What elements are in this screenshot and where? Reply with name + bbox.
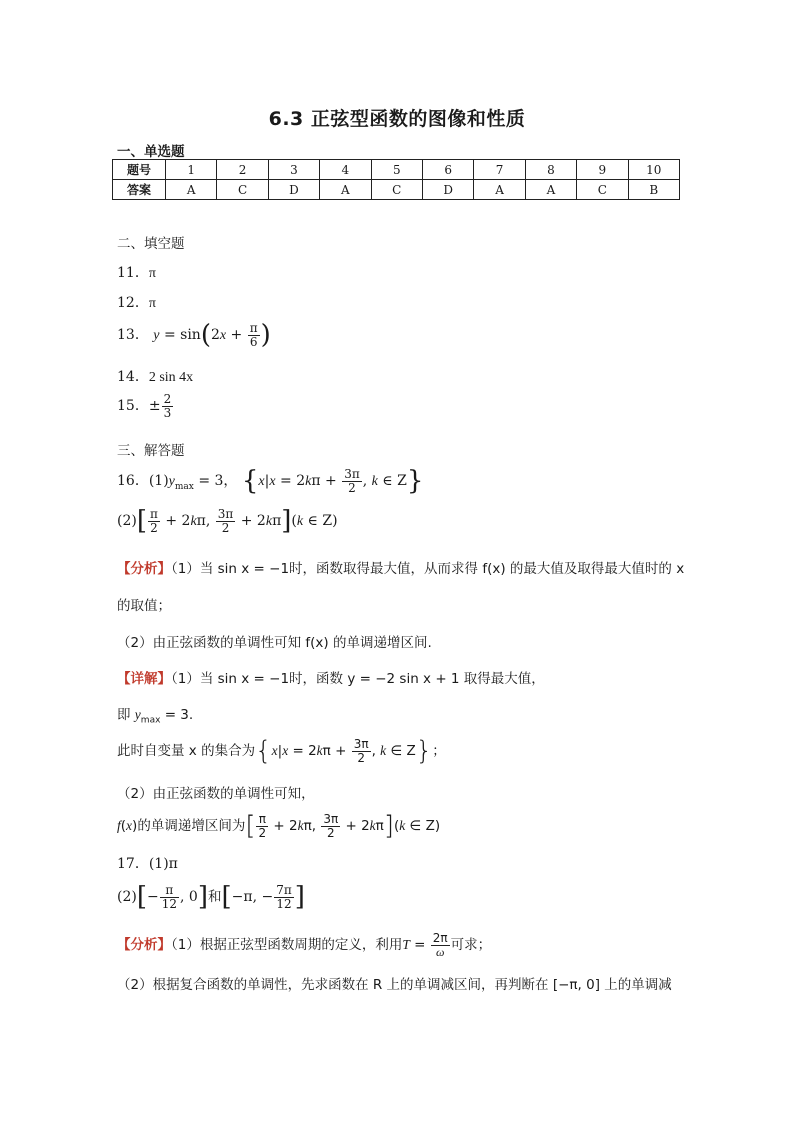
question-number: 17． (117, 856, 149, 872)
table-cell: 2 (217, 160, 268, 180)
answer-16-1: 16．$(1)y_{max} = 3$， {x|x = 2kπ + $\frac{3\pi}{2}$ , k ∈ Z} (117, 466, 424, 497)
table-cell: C (217, 180, 268, 200)
detail-16-line5: f(x)的单调递增区间为[ $\frac{\pi}{2}$ + 2kπ, $\frac{3\pi}{2}$ + 2kπ](k ∈ Z) (117, 811, 441, 842)
answer-17-2: (2)[− $\frac{\pi}{12}$ , 0]和[−π, − $\frac{7\pi}{12}$ ] (117, 882, 305, 913)
table-cell: C (371, 180, 422, 200)
analysis-17-line2: （2）根据复合函数的单调性，先求函数在 R 上的单调减区间，再判断在 [−π, 0] 上的单调减 (117, 977, 672, 993)
table-header-answer: 答案 (113, 180, 166, 200)
section-single-choice: 一、单选题 (117, 144, 185, 160)
table-cell: A (525, 180, 576, 200)
answer-15: 15．± $\frac{2}{3}$ (117, 392, 172, 420)
analysis-16-line2: 的取值； (117, 598, 171, 614)
table-cell: 4 (320, 160, 371, 180)
table-cell: 5 (371, 160, 422, 180)
answer-17-1: 17．(1)π (117, 856, 178, 872)
table-cell: A (474, 180, 525, 200)
detail-tag: 【详解】 (117, 671, 171, 687)
question-number: 16． (117, 473, 149, 490)
table-cell: 6 (422, 160, 473, 180)
question-number: 11． (117, 265, 149, 281)
answer-table (112, 159, 680, 200)
detail-16-line4: （2）由正弦函数的单调性可知， (117, 786, 315, 802)
answer-16-2: (2)[ $\frac{\pi}{2}$ + 2kπ, $\frac{3\pi}{2}$ + 2kπ](k ∈ Z) (117, 506, 338, 537)
table-row-answers (113, 180, 680, 200)
answer-value: 2 sin 4x (148, 370, 194, 385)
section-fill-blank: 二、填空题 (117, 236, 185, 252)
analysis-17-line1: 【分析】（1）根据正弦型函数周期的定义，利用T = $\frac{2\pi}{\omega}$ 可求； (117, 931, 492, 959)
question-number: 14． (117, 369, 149, 385)
detail-16-line2: 即 $y_{max} = 3$. (117, 707, 194, 726)
table-cell: A (166, 180, 217, 200)
analysis-tag: 【分析】 (117, 561, 171, 577)
table-header-number: 题号 (113, 160, 166, 180)
detail-16-line3: 此时自变量 x 的集合为{x|x = 2kπ + $\frac{3\pi}{2}$ , k ∈ Z}； (117, 736, 446, 767)
table-cell: 7 (474, 160, 525, 180)
answer-11 (117, 262, 156, 282)
answer-value: π (148, 296, 156, 311)
answer-14 (117, 366, 193, 386)
table-cell: D (268, 180, 319, 200)
analysis-16-line3: （2）由正弦函数的单调性可知 f(x) 的单调递增区间. (117, 635, 432, 651)
section-solve: 三、解答题 (117, 443, 185, 459)
analysis-16-line1: 【分析】（1）当 sin x = −1时，函数取得最大值，从而求得 f(x) 的最大值及取得最大值时的 x (117, 561, 685, 577)
answer-12 (117, 292, 156, 312)
table-cell: C (577, 180, 628, 200)
answer-13: 13． y = sin(2x + $\frac{\pi}{6}$ ) (117, 320, 271, 351)
table-cell: 10 (628, 160, 679, 180)
table-cell: B (628, 180, 679, 200)
table-cell: 3 (268, 160, 319, 180)
page-title: 6.3 正弦型函数的图像和性质 (268, 108, 526, 130)
question-number: 12． (117, 295, 149, 311)
analysis-tag: 【分析】 (117, 937, 171, 954)
table-row-numbers (113, 160, 680, 180)
table-cell: A (320, 180, 371, 200)
detail-16-line1: 【详解】（1）当 sin x = −1时，函数 y = −2 sin x + 1 取得最大值， (117, 671, 545, 687)
table-cell: 9 (577, 160, 628, 180)
answer-value: π (148, 266, 156, 281)
question-number: 15． (117, 398, 149, 415)
question-number: 13． (117, 327, 149, 344)
table-cell: D (422, 180, 473, 200)
table-cell: 1 (166, 160, 217, 180)
table-cell: 8 (525, 160, 576, 180)
